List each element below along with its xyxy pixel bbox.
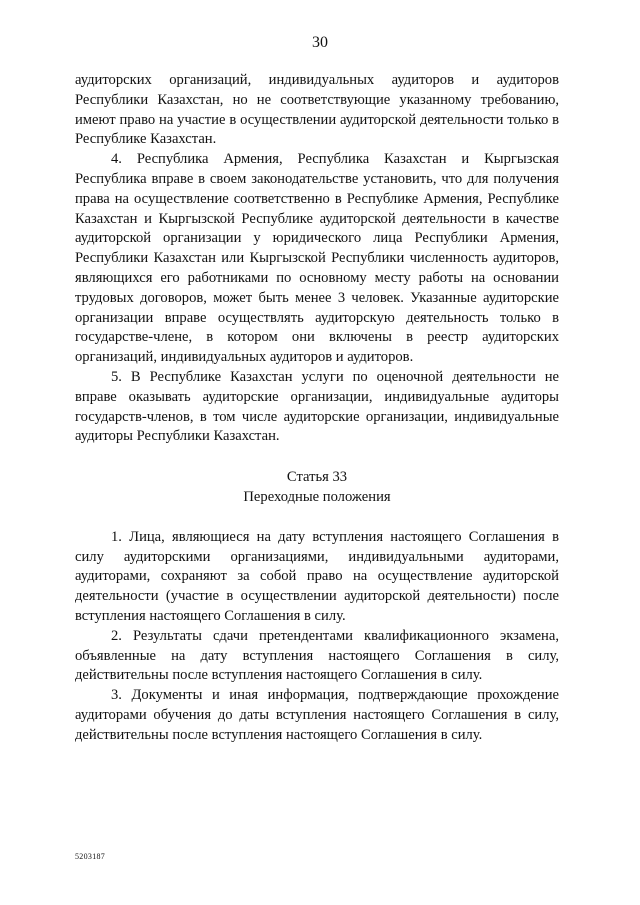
article-paragraph-2: 2. Результаты сдачи претендентами квалификационного экзамена, объявленные на дату вступления настоящего Соглашения в силу, действительны после вступления настоящего Соглашения в силу.	[75, 627, 559, 684]
article-title: Переходные положения	[243, 488, 391, 505]
paragraph-continuation: аудиторских организаций, индивидуальных аудиторов и аудиторов Республики Казахстан, но не соответствующие указанному требованию, имеют право на участие в осуществлении аудиторской деятельности только в Республике Казахстан.	[75, 72, 559, 148]
document-code: 5203187	[75, 852, 106, 861]
article-heading: Статья 33	[286, 469, 348, 486]
article-paragraph-1: 1. Лица, являющиеся на дату вступления настоящего Соглашения в силу аудиторскими организациями, индивидуальными аудиторами, аудиторами, сохраняют за собой право на осуществление аудиторской деятельности (участие в осуществлении аудиторской деятельности) после вступления настоящего Соглашения в силу.	[75, 528, 559, 624]
page-number: 30	[312, 34, 328, 51]
article-paragraph-3: 3. Документы и иная информация, подтверждающие прохождение аудиторами обучения до даты вступления настоящего Соглашения в силу, действительны после вступления настоящего Соглашения в силу.	[75, 687, 559, 743]
paragraph-item-5: 5. В Республике Казахстан услуги по оценочной деятельности не вправе оказывать аудиторские организации, индивидуальные аудиторы государств-членов, в том числе аудиторские организации, индивидуальные аудиторы Республики Казахстан.	[75, 368, 559, 445]
paragraph-item-4: 4. Республика Армения, Республика Казахстан и Кыргызская Республика вправе в своем законодательстве установить, что для получения права на осуществление соответственно в Республике Армения, Республике Казахстан и Кыргызской Республике аудиторской деятельности в качестве аудиторской организации у юридического лица Республики Армения, Республики Казахстан или Кыргызской Республики численность аудиторов, являющихся его работниками по основному месту работы на основании трудовых договоров, может быть менее 3 человек. Указанные аудиторские организации вправе осуществлять аудиторскую деятельность только в государстве-члене, в котором они включены в реестр аудиторских организаций, индивидуальных аудиторов и аудиторов.	[75, 151, 559, 366]
document-body	[75, 71, 559, 746]
